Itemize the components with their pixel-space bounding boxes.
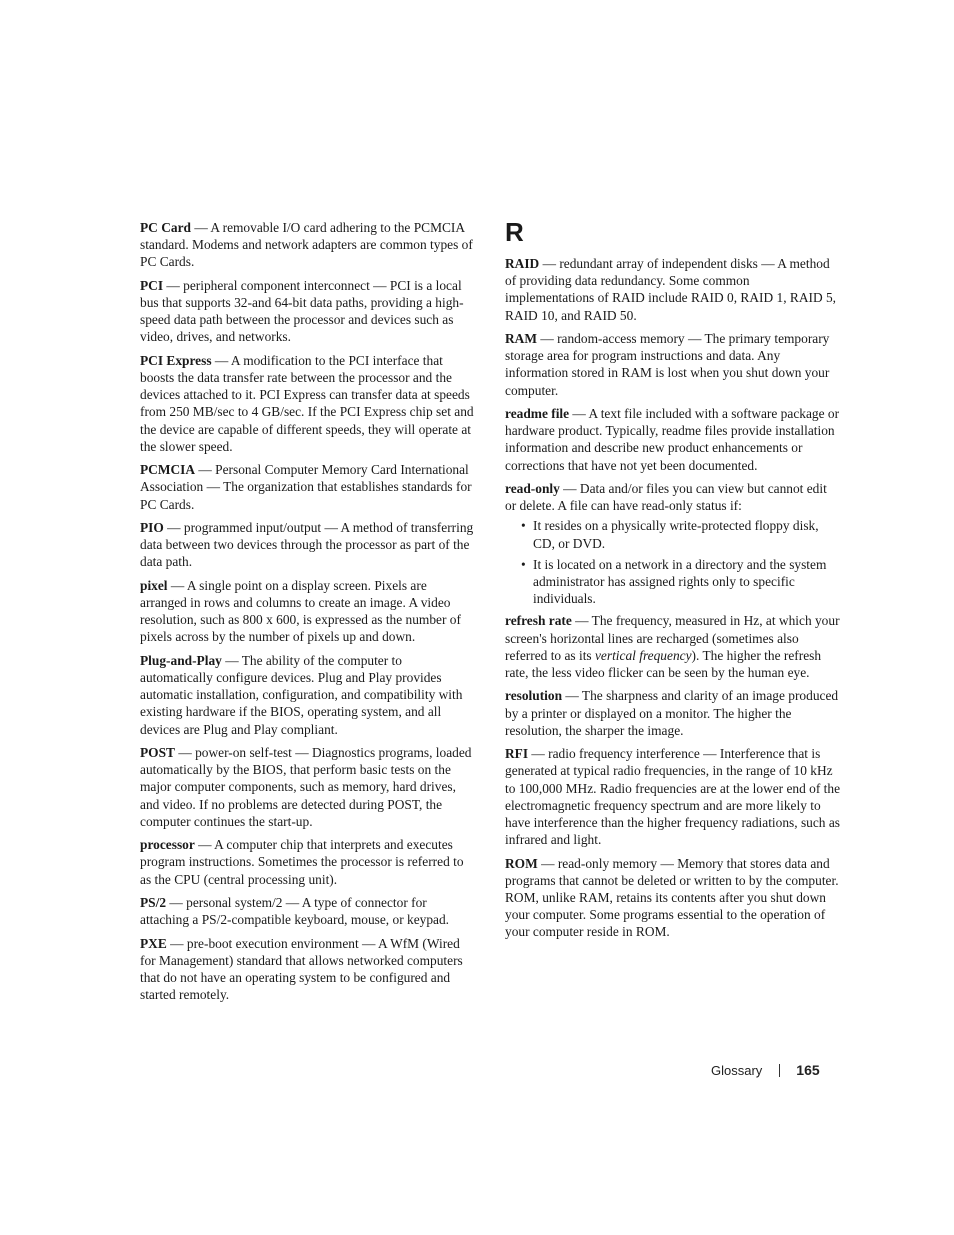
glossary-term: Plug-and-Play	[140, 652, 222, 668]
glossary-definition: read-only memory — Memory that stores data and programs that cannot be deleted or written to by the computer. ROM, unlike RAM, retains its contents after you shut down your computer. Some programs essential to the operation of your computer reside in ROM.	[505, 855, 839, 940]
glossary-entry-pc-card: PC Card — A removable I/O card adhering to the PCMCIA standard. Modems and network adapters are common types of PC Cards.	[140, 220, 473, 270]
list-item-text: It is located on a network in a directory and the system administrator has assigned rights only to specific individuals.	[533, 556, 827, 607]
glossary-entry-resolution: resolution — The sharpness and clarity of an image produced by a printer or displayed on a monitor. The higher the resolution, the sharper the image.	[505, 688, 839, 738]
glossary-term: resolution	[505, 688, 563, 704]
glossary-definition: A modification to the PCI interface that boosts the data transfer rate between the processor and the devices attached to it. PCI Express can transfer data at speeds from 250 MB/sec to 4 GB/sec. If the PCI Express chip set and the device are capable of different speeds, they will operate at the slower speed.	[140, 352, 474, 454]
glossary-entry-raid: RAID — redundant array of independent disks — A method of providing data redundancy. Some common implementations of RAID include RAID 0, RAID 1, RAID 5, RAID 10, and RAID 50.	[505, 256, 837, 323]
glossary-term: PCI	[140, 277, 164, 293]
glossary-term: processor	[140, 837, 195, 853]
glossary-definition: A removable I/O card adhering to the PCMCIA standard. Modems and network adapters are common types of PC Cards.	[140, 220, 473, 270]
glossary-term: refresh rate	[505, 613, 572, 629]
glossary-entry-processor: processor — A computer chip that interprets and executes program instructions. Sometimes the processor is referred to as the CPU (central processing unit).	[140, 837, 464, 887]
glossary-definition: peripheral component interconnect — PCI is a local bus that supports 32-and 64-bit data paths, providing a high-speed data path between the processor and devices such as video, drives, and networks.	[140, 277, 464, 345]
glossary-definition: The frequency, measured in Hz, at which your screen's horizontal lines are recharged (sometimes also referred to as its	[505, 613, 840, 663]
glossary-definition: random-access memory — The primary temporary storage area for program instructions and data. Any information stored in RAM is lost when you shut down your computer.	[505, 331, 830, 398]
section-heading-letter: R	[505, 217, 524, 247]
glossary-definition: radio frequency interference — Interference that is generated at typical radio frequencies, in the range of 10 kHz to 100,000 MHz. Radio frequencies are at the lower end of the electromagnetic frequency spectrum and are more likely to have interference than the higher frequency radiations, such as infrared and light.	[505, 746, 841, 848]
bullet-icon: •	[521, 518, 526, 534]
glossary-entry-pio: PIO — programmed input/output — A method of transferring data between two devices through the processor as part of the data path.	[140, 520, 474, 570]
footer-divider	[779, 1064, 780, 1077]
glossary-entry-ram: RAM — random-access memory — The primary temporary storage area for program instructions and data. Any information stored in RAM is lost when you shut down your computer.	[505, 331, 830, 398]
glossary-entry-readme-file: readme file — A text file included with a software package or hardware product. Typically, readme files provide installation information and describe new product enhancements or corrections that have not yet been documented.	[505, 406, 840, 473]
glossary-entry-rom: ROM — read-only memory — Memory that stores data and programs that cannot be deleted or written to by the computer. ROM, unlike RAM, retains its contents after you shut down your computer. Some programs essential to the operation of your computer reside in ROM.	[505, 855, 839, 940]
glossary-term: PCI Express	[140, 352, 212, 368]
glossary-definition-emphasis: vertical frequency	[594, 647, 692, 663]
footer-section-name: Glossary	[711, 1063, 763, 1078]
glossary-definition: The ability of the computer to automatically configure devices. Plug and Play provides automatic installation, configuration, and compatibility with existing hardware if the BIOS, operating system, and all devices are Plug and Play compliant.	[140, 652, 463, 737]
glossary-entry-pci-express: PCI Express — A modification to the PCI interface that boosts the data transfer rate between the processor and the devices attached to it. PCI Express can transfer data at speeds from 250 MB/sec to 4 GB/sec. If the PCI Express chip set and the device are capable of different speeds, they will operate at the slower speed.	[140, 352, 474, 454]
glossary-term: PIO	[140, 520, 164, 535]
glossary-definition: A text file included with a software package or hardware product. Typically, readme files provide installation information and describe new product enhancements or corrections that have not yet been documented.	[505, 406, 840, 473]
glossary-entry-read-only: read-only — Data and/or files you can view but cannot edit or delete. A file can have read-only status if:	[505, 481, 827, 514]
glossary-entry-post: POST — power-on self-test — Diagnostics programs, loaded automatically by the BIOS, that perform basic tests on the major computer components, such as memory, hard drives, and video. If no problems are detected during POST, the computer continues the start-up.	[140, 745, 472, 829]
glossary-term: readme file	[505, 406, 570, 421]
glossary-definition: redundant array of independent disks — A method of providing data redundancy. Some common implementations of RAID include RAID 0, RAID 1, RAID 5, RAID 10, and RAID 50.	[505, 256, 837, 323]
glossary-column-right	[505, 219, 841, 947]
glossary-entry-ps2: PS/2 — personal system/2 — A type of connector for attaching a PS/2-compatible keyboard, mouse, or keypad.	[140, 895, 450, 928]
glossary-term: ROM	[505, 855, 538, 871]
glossary-definition: personal system/2 — A type of connector for attaching a PS/2-compatible keyboard, mouse, or keypad.	[140, 895, 450, 928]
glossary-column-left	[140, 219, 476, 1010]
glossary-entry-pixel: pixel — A single point on a display screen. Pixels are arranged in rows and columns to create an image. A video resolution, such as 800 x 600, is expressed as the number of pixels across by the number of pixels up and down.	[140, 577, 461, 645]
glossary-definition: A computer chip that interprets and executes program instructions. Sometimes the processor is referred to as the CPU (central processing unit).	[140, 837, 464, 887]
glossary-entry-plug-and-play: Plug-and-Play — The ability of the computer to automatically configure devices. Plug and Play provides automatic installation, configuration, and compatibility with existing hardware if the BIOS, operating system, and all devices are Plug and Play compliant.	[140, 652, 463, 737]
page-footer	[711, 1062, 820, 1079]
glossary-entry-rfi: RFI — radio frequency interference — Interference that is generated at typical radio frequencies, in the range of 10 kHz to 100,000 MHz. Radio frequencies are at the lower end of the electromagnetic frequency spectrum and are more likely to have interference than the higher frequency radiations, such as infrared and light.	[505, 746, 841, 848]
page-number: 165	[796, 1062, 820, 1078]
glossary-term: POST	[140, 745, 175, 760]
bullet-icon: •	[521, 556, 526, 572]
glossary-definition: A single point on a display screen. Pixels are arranged in rows and columns to create an image. A video resolution, such as 800 x 600, is expressed as the number of pixels across by the number of pixels up and down.	[140, 577, 461, 645]
list-item	[505, 556, 841, 608]
glossary-term: PS/2	[140, 895, 167, 910]
glossary-term: RFI	[505, 746, 529, 762]
glossary-term: pixel	[140, 577, 168, 593]
glossary-definition-continued: ). The higher the refresh rate, the less video flicker can be seen by the human eye.	[505, 647, 822, 681]
glossary-entry-pci: PCI — peripheral component interconnect — PCI is a local bus that supports 32-and 64-bit data paths, providing a high-speed data path between the processor and devices such as video, drives, and networks.	[140, 277, 464, 345]
glossary-definition: power-on self-test — Diagnostics programs, loaded automatically by the BIOS, that perform basic tests on the major computer components, such as memory, hard drives, and video. If no problems are detected during POST, the computer continues the start-up.	[140, 745, 472, 829]
glossary-entry-pcmcia: PCMCIA — Personal Computer Memory Card International Association — The organization that establishes standards for PC Cards.	[140, 462, 472, 512]
glossary-entry-refresh-rate: refresh rate — The frequency, measured in Hz, at which your screen's horizontal lines are recharged (sometimes also referred to as its vertical frequency). The higher the refresh rate, the less video flicker can be seen by the human eye.	[505, 613, 840, 681]
glossary-term: PXE	[140, 935, 167, 951]
list-item	[505, 517, 841, 551]
glossary-entry-pxe: PXE — pre-boot execution environment — A WfM (Wired for Management) standard that allows networked computers that do not have an operating system to be configured and started remotely.	[140, 935, 463, 1003]
glossary-term: read-only	[505, 481, 560, 496]
glossary-term: PC Card	[140, 220, 191, 235]
glossary-term: RAM	[505, 331, 537, 346]
glossary-term: PCMCIA	[140, 462, 196, 478]
glossary-term: RAID	[505, 256, 540, 271]
glossary-definition: The sharpness and clarity of an image produced by a printer or displayed on a monitor. The higher the resolution, the sharper the image.	[505, 688, 839, 738]
glossary-definition: pre-boot execution environment — A WfM (Wired for Management) standard that allows networked computers that do not have an operating system to be configured and started remotely.	[140, 935, 463, 1003]
glossary-definition: Personal Computer Memory Card International Association — The organization that establishes standards for PC Cards.	[140, 462, 472, 512]
read-only-conditions-list	[505, 517, 841, 607]
list-item-text: It resides on a physically write-protected floppy disk, CD, or DVD.	[533, 518, 819, 551]
glossary-definition: Data and/or files you can view but cannot edit or delete. A file can have read-only status if:	[505, 481, 827, 514]
glossary-definition: programmed input/output — A method of transferring data between two devices through the processor as part of the data path.	[140, 520, 474, 570]
